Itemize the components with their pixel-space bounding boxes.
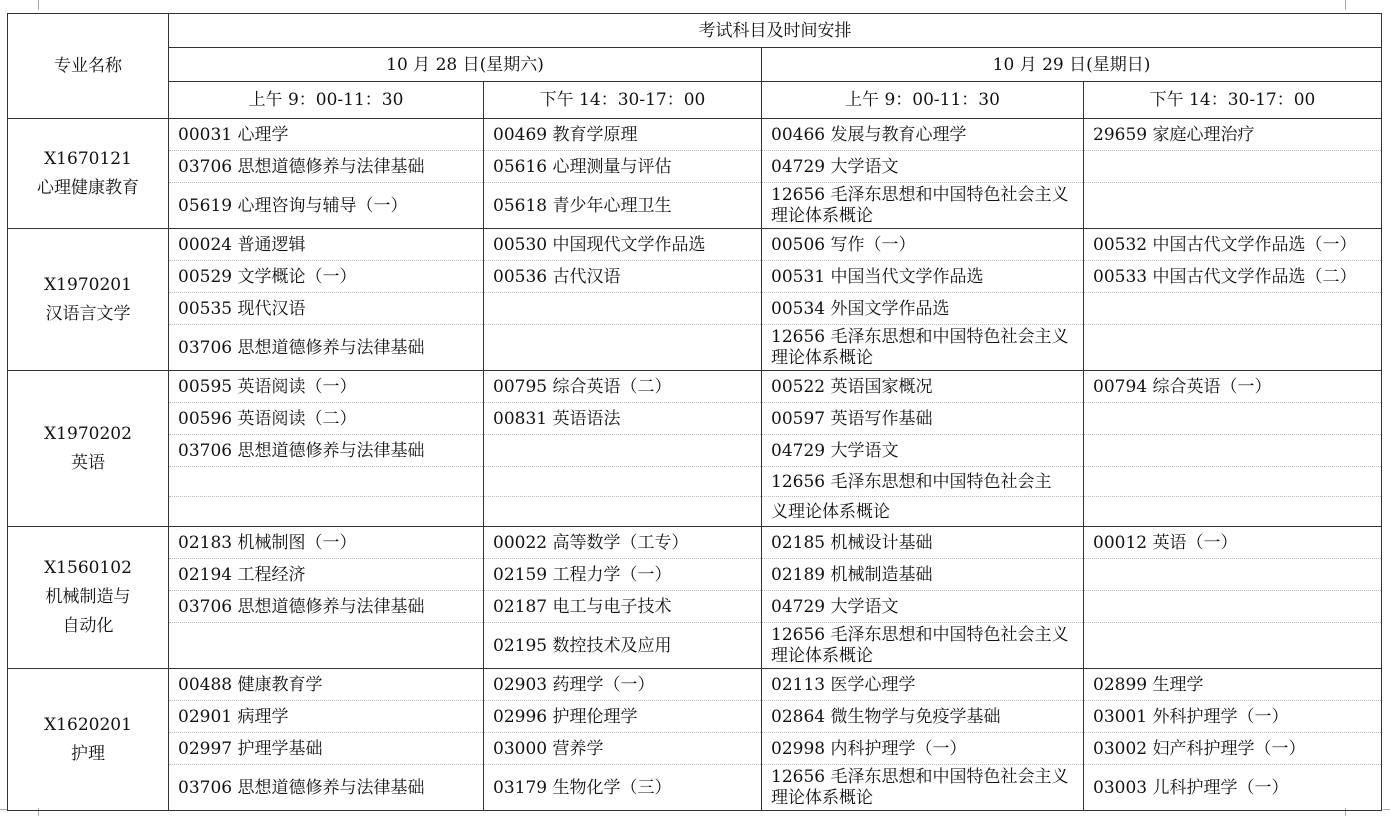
course-cell: 00031 心理学 <box>169 119 484 151</box>
course-cell <box>1084 293 1382 325</box>
course-cell <box>484 435 762 467</box>
course-cell: 02185 机械设计基础 <box>762 527 1084 559</box>
course-cell <box>1084 623 1382 669</box>
course-cell: 00531 中国当代文学作品选 <box>762 261 1084 293</box>
course-cell: 02903 药理学（一） <box>484 669 762 701</box>
major-code: X1970202 <box>44 423 132 444</box>
course-cell: 12656 毛泽东思想和中国特色社会主义理论体系概论 <box>762 623 1084 669</box>
course-cell: 00488 健康教育学 <box>169 669 484 701</box>
course-cell: 00012 英语（一） <box>1084 527 1382 559</box>
table-header <box>8 14 1382 119</box>
course-cell: 12656 毛泽东思想和中国特色社会主义理论体系概论 <box>762 183 1084 229</box>
course-cell: 03002 妇产科护理学（一） <box>1084 733 1382 765</box>
course-cell: 02998 内科护理学（一） <box>762 733 1084 765</box>
course-cell: 00595 英语阅读（一） <box>169 371 484 403</box>
course-cell: 12656 毛泽东思想和中国特色社会主义理论体系概论 <box>762 765 1084 811</box>
course-cell: 03706 思想道德修养与法律基础 <box>169 591 484 623</box>
course-cell: 04729 大学语文 <box>762 151 1084 183</box>
course-cell: 02996 护理伦理学 <box>484 701 762 733</box>
major-name: 汉语言文学 <box>45 303 131 324</box>
major-code: X1620201 <box>44 714 132 735</box>
course-cell <box>169 623 484 669</box>
course-cell: 05618 青少年心理卫生 <box>484 183 762 229</box>
course-cell: 03179 生物化学（三） <box>484 765 762 811</box>
course-cell: 00794 综合英语（一） <box>1084 371 1382 403</box>
major-cell <box>8 119 169 229</box>
major-name: 机械制造与 <box>45 587 131 607</box>
course-cell: 00469 教育学原理 <box>484 119 762 151</box>
major-block <box>8 527 1382 669</box>
course-cell: 12656 毛泽东思想和中国特色社会主义理论体系概论 <box>762 325 1084 371</box>
course-cell: 00831 英语语法 <box>484 403 762 435</box>
course-cell <box>1084 151 1382 183</box>
major-name: 自动化 <box>62 616 114 636</box>
slot-header: 上午 9：00-11：30 <box>169 82 484 119</box>
day-header: 10 月 28 日(星期六) <box>169 48 762 82</box>
major-cell <box>8 229 169 371</box>
course-cell: 00024 普通逻辑 <box>169 229 484 261</box>
course-cell: 00022 高等数学（工专） <box>484 527 762 559</box>
slot-header: 上午 9：00-11：30 <box>762 82 1084 119</box>
course-cell: 02183 机械制图（一） <box>169 527 484 559</box>
course-cell: 00466 发展与教育心理学 <box>762 119 1084 151</box>
course-cell <box>169 467 484 497</box>
course-cell: 00596 英语阅读（二） <box>169 403 484 435</box>
course-cell <box>1084 467 1382 497</box>
course-cell: 02899 生理学 <box>1084 669 1382 701</box>
major-name: 心理健康教育 <box>37 177 139 198</box>
major-cell <box>8 669 169 811</box>
course-cell: 03706 思想道德修养与法律基础 <box>169 325 484 371</box>
course-cell <box>1084 325 1382 371</box>
major-cell <box>8 527 169 669</box>
course-cell: 04729 大学语文 <box>762 591 1084 623</box>
major-name: 英语 <box>71 452 105 473</box>
course-cell: 03000 营养学 <box>484 733 762 765</box>
course-cell: 02187 电工与电子技术 <box>484 591 762 623</box>
course-cell: 02195 数控技术及应用 <box>484 623 762 669</box>
slot-header: 下午 14：30-17：00 <box>1084 82 1382 119</box>
course-cell: 02194 工程经济 <box>169 559 484 591</box>
course-cell <box>1084 497 1382 527</box>
course-cell: 02159 工程力学（一） <box>484 559 762 591</box>
major-block <box>8 371 1382 527</box>
course-cell: 00530 中国现代文学作品选 <box>484 229 762 261</box>
major-block <box>8 229 1382 371</box>
course-cell: 03706 思想道德修养与法律基础 <box>169 765 484 811</box>
major-code: X1560102 <box>44 558 132 578</box>
course-cell: 02997 护理学基础 <box>169 733 484 765</box>
course-cell: 03003 儿科护理学（一） <box>1084 765 1382 811</box>
major-column-header: 专业名称 <box>8 14 169 119</box>
course-cell: 02864 微生物学与免疫学基础 <box>762 701 1084 733</box>
major-code: X1670121 <box>44 148 132 169</box>
course-cell <box>169 497 484 527</box>
course-cell: 00533 中国古代文学作品选（二） <box>1084 261 1382 293</box>
course-cell <box>484 467 762 497</box>
course-cell: 03706 思想道德修养与法律基础 <box>169 435 484 467</box>
day-header: 10 月 29 日(星期日) <box>762 48 1382 82</box>
major-block <box>8 119 1382 229</box>
course-cell <box>1084 591 1382 623</box>
major-name: 护理 <box>71 743 105 764</box>
course-cell: 03706 思想道德修养与法律基础 <box>169 151 484 183</box>
course-cell <box>484 497 762 527</box>
course-cell: 00534 外国文学作品选 <box>762 293 1084 325</box>
course-cell <box>484 325 762 371</box>
course-cell: 00536 古代汉语 <box>484 261 762 293</box>
course-cell: 00532 中国古代文学作品选（一） <box>1084 229 1382 261</box>
course-cell: 00529 文学概论（一） <box>169 261 484 293</box>
course-cell: 04729 大学语文 <box>762 435 1084 467</box>
crop-mark <box>1345 0 1346 10</box>
slot-header: 下午 14：30-17：00 <box>484 82 762 119</box>
course-cell: 义理论体系概论 <box>762 497 1084 527</box>
course-cell <box>1084 183 1382 229</box>
crop-mark <box>1383 809 1390 810</box>
course-cell: 00597 英语写作基础 <box>762 403 1084 435</box>
course-cell: 05616 心理测量与评估 <box>484 151 762 183</box>
course-cell <box>1084 559 1382 591</box>
course-cell: 02901 病理学 <box>169 701 484 733</box>
major-block <box>8 669 1382 811</box>
major-code: X1970201 <box>44 274 132 295</box>
course-cell: 00535 现代汉语 <box>169 293 484 325</box>
schedule-title: 考试科目及时间安排 <box>169 14 1382 48</box>
course-cell <box>484 293 762 325</box>
course-cell: 12656 毛泽东思想和中国特色社会主 <box>762 467 1084 497</box>
course-cell <box>1084 403 1382 435</box>
course-cell: 03001 外科护理学（一） <box>1084 701 1382 733</box>
exam-schedule-table <box>7 13 1382 811</box>
crop-mark <box>38 0 39 10</box>
course-cell: 02189 机械制造基础 <box>762 559 1084 591</box>
course-cell: 00795 综合英语（二） <box>484 371 762 403</box>
course-cell: 02113 医学心理学 <box>762 669 1084 701</box>
course-cell: 29659 家庭心理治疗 <box>1084 119 1382 151</box>
course-cell: 05619 心理咨询与辅导（一） <box>169 183 484 229</box>
course-cell: 00506 写作（一） <box>762 229 1084 261</box>
course-cell <box>1084 435 1382 467</box>
major-cell <box>8 371 169 527</box>
course-cell: 00522 英语国家概况 <box>762 371 1084 403</box>
